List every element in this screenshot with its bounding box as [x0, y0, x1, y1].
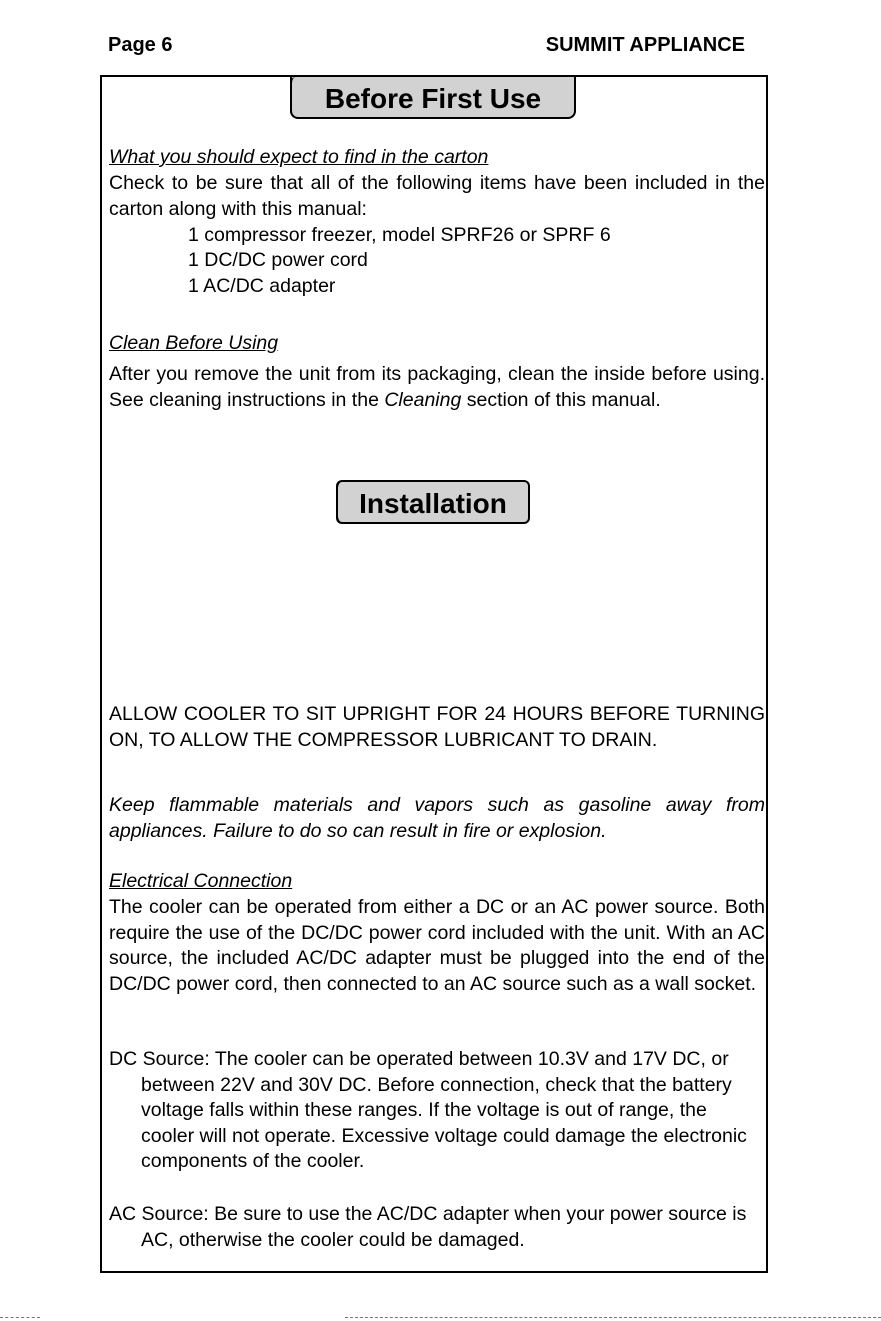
section-title-installation: Installation	[336, 480, 530, 524]
carton-item: 1 compressor freezer, model SPRF26 or SPRF 6	[188, 224, 611, 246]
section-title-before-first-use: Before First Use	[290, 77, 576, 119]
upright-warning: ALLOW COOLER TO SIT UPRIGHT FOR 24 HOURS BEFORE TURNING ON, TO ALLOW THE COMPRESSOR LUBRICANT TO DRAIN.	[109, 703, 765, 751]
ac-source-paragraph: AC Source: Be sure to use the AC/DC adapter when your power source is AC, otherwise the cooler could be damaged.	[109, 1203, 747, 1251]
carton-intro: Check to be sure that all of the following items have been included in the carton along with this manual:	[109, 172, 765, 220]
clean-text-b: section of this manual.	[461, 388, 661, 411]
dc-source-paragraph: DC Source: The cooler can be operated between 10.3V and 17V DC, or between 22V and 30V DC. Before connection, check that the battery voltage falls within these ranges. If the voltage is out of range, the cooler will not operate. Excessive voltage could damage the electronic components of the cooler.	[109, 1048, 747, 1172]
electrical-heading: Electrical Connection	[109, 870, 293, 892]
clean-heading: Clean Before Using	[109, 332, 279, 354]
content-frame	[100, 75, 768, 1273]
carton-item: 1 AC/DC adapter	[188, 275, 336, 297]
page-edge-rule	[345, 1317, 881, 1318]
clean-text-emphasis: Cleaning	[384, 388, 462, 411]
brand-name: SUMMIT APPLIANCE	[545, 34, 745, 56]
page-number: Page 6	[108, 34, 173, 56]
electrical-paragraph: The cooler can be operated from either a DC or an AC power source. Both require the use of the DC/DC power cord included with the unit. With an AC source, the included AC/DC adapter must be plugged into the end of the DC/DC power cord, then connected to an AC source such as a wall socket.	[109, 896, 765, 995]
carton-heading: What you should expect to find in the carton	[109, 146, 489, 168]
page-edge-rule	[0, 1317, 40, 1318]
clean-text-a: After you remove the unit from its packaging, clean the inside before using. See cleaning instructions in the	[109, 363, 765, 411]
clean-paragraph	[109, 362, 765, 413]
flammable-warning: Keep flammable materials and vapors such as gasoline away from appliances. Failure to do so can result in fire or explosion.	[109, 794, 765, 842]
carton-item: 1 DC/DC power cord	[188, 249, 368, 271]
